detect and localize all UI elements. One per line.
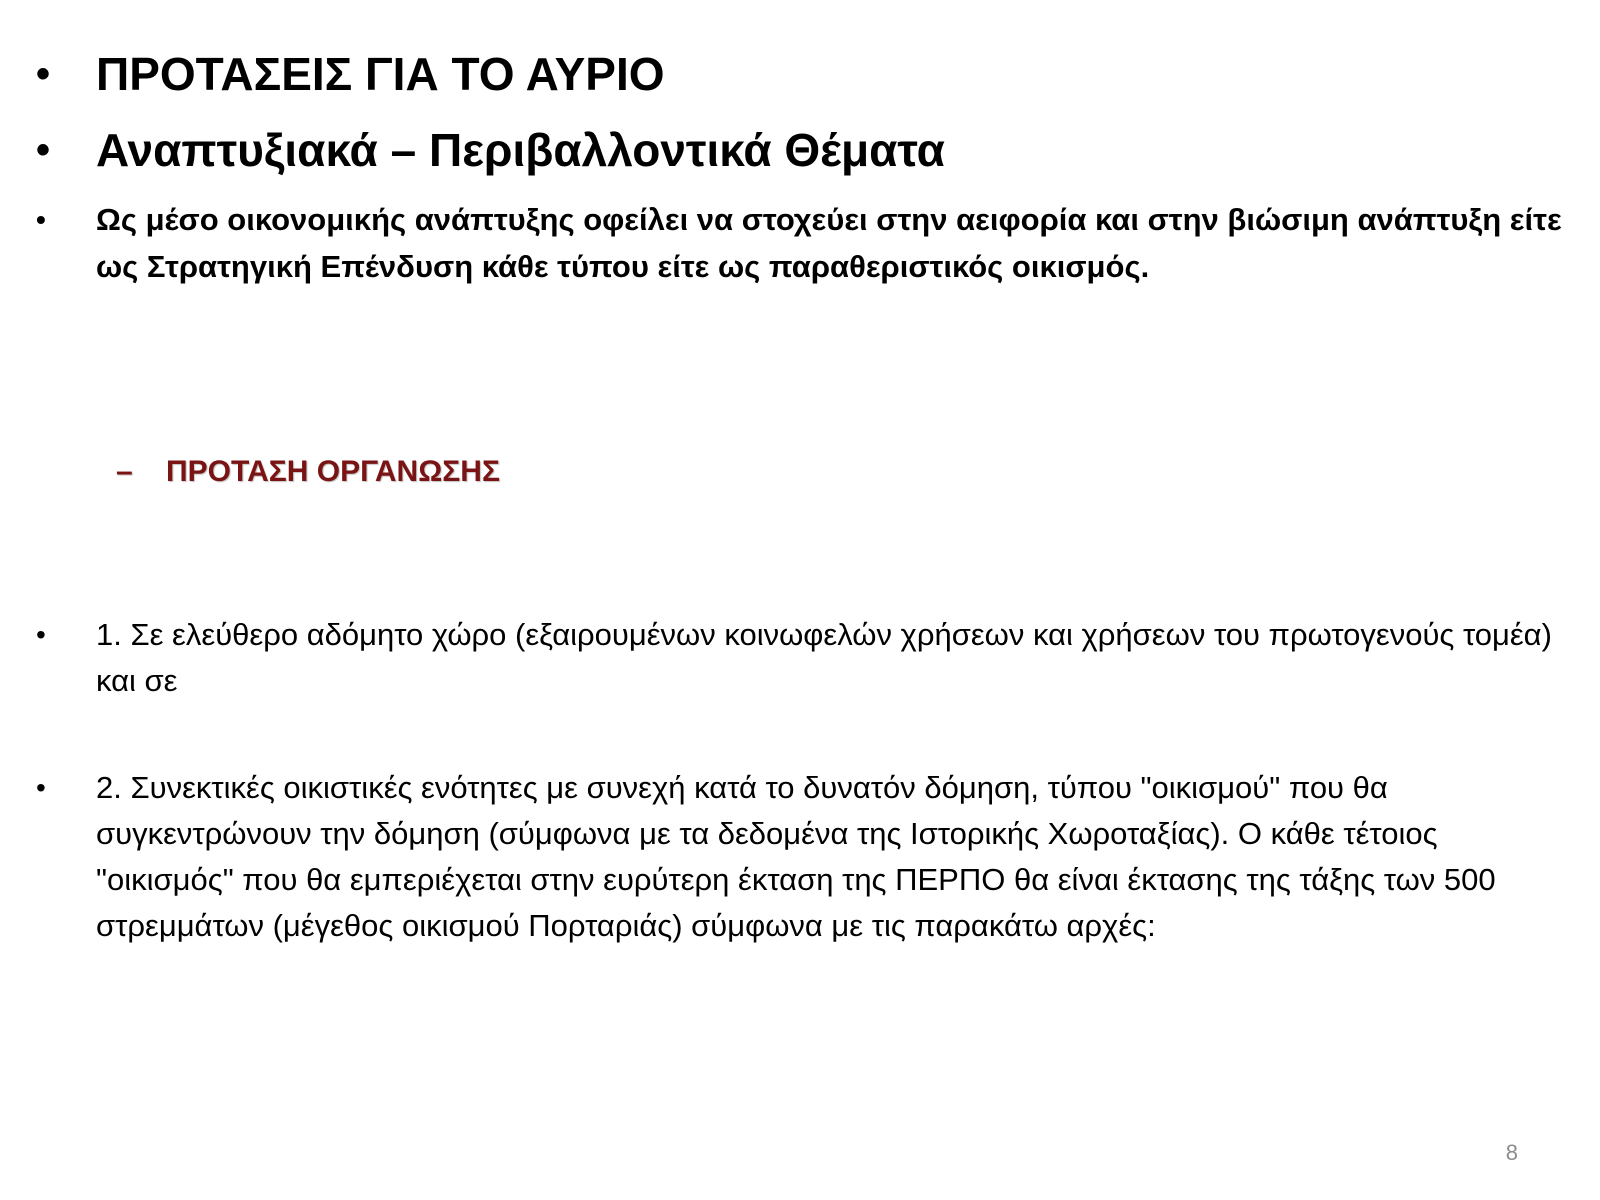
- dash-icon: –: [116, 455, 133, 488]
- intro-paragraph-row: [32, 196, 1562, 290]
- page-number: 8: [1505, 1140, 1518, 1165]
- heading-2-row: [32, 122, 1562, 178]
- bullet-icon: •: [36, 619, 46, 650]
- heading-2: Αναπτυξιακά – Περιβαλλοντικά Θέματα: [96, 124, 945, 176]
- intro-paragraph: Ως μέσο οικονομικής ανάπτυξης οφείλει να στοχεύει στην αειφορία και στην βιώσιμη ανάπτυξη είτε ως Στρατηγική Επένδυση κάθε τύπου είτε ως παραθεριστικός οικισμός.: [96, 202, 1562, 284]
- point-1: 1. Σε ελεύθερο αδόμητο χώρο (εξαιρουμένων κοινωφελών χρήσεων και χρήσεων του πρωτογενούς τομέα) και σε: [96, 617, 1552, 698]
- bullet-icon: •: [36, 772, 46, 803]
- point-1-row: [32, 612, 1562, 704]
- bullet-icon: •: [36, 204, 46, 235]
- sub-heading: [116, 452, 500, 492]
- bullet-icon: •: [36, 52, 51, 96]
- point-2-row: [32, 765, 1562, 949]
- heading-1-row: [32, 46, 1562, 102]
- heading-1: ΠΡΟΤΑΣΕΙΣ ΓΙΑ ΤΟ ΑΥΡΙΟ: [96, 48, 665, 100]
- bullet-icon: •: [36, 128, 51, 172]
- sub-heading-label: ΠΡΟΤΑΣΗ ΟΡΓΑΝΩΣΗΣ: [166, 455, 500, 488]
- point-2: 2. Συνεκτικές οικιστικές ενότητες με συνεχή κατά το δυνατόν δόμηση, τύπου "οικισμού" που θα συγκεντρώνουν την δόμηση (σύμφωνα με τα δεδομένα της Ιστορικής Χωροταξίας). Ο κάθε τέτοιος "οικισμός" που θα εμπεριέχεται στην ευρύτερη έκταση της ΠΕΡΠΟ θα είναι έκτασης της τάξης των 500 στρεμμάτων (μέγεθος οικισμού Πορταριάς) σύμφωνα με τις παρακάτω αρχές:: [96, 770, 1496, 943]
